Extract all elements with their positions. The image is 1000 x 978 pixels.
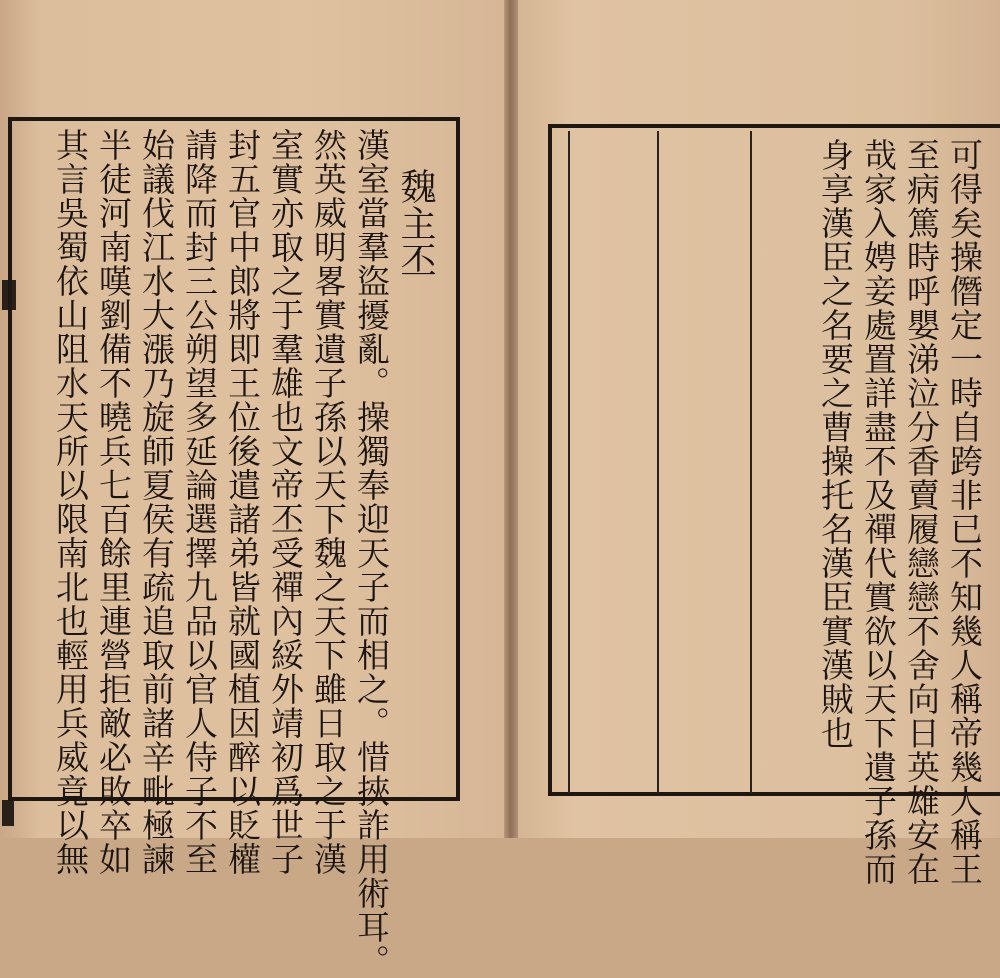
empty-column-rule bbox=[657, 131, 659, 793]
book-gutter bbox=[504, 0, 518, 838]
empty-column-rule bbox=[750, 131, 752, 793]
text-column: 室實亦取之于羣雄也文帝丕受禪內綏外靖初爲世子 bbox=[266, 128, 305, 876]
text-column: 始議伐江水大漲乃旋師夏侯有疏追取前諸辛毗極諫 bbox=[137, 128, 176, 876]
text-column: 至病篤時呼嬰涕泣分香賣履戀戀不舍向日英雄安在 bbox=[902, 138, 941, 886]
text-column: 其言吳蜀依山阻水天所以限南北也輕用兵威竟以無 bbox=[51, 128, 90, 876]
page-edge-mark bbox=[2, 800, 14, 826]
text-column: 漢室當羣盜擾亂。操獨奉迎天子而相之。惜挾詐用術耳。 bbox=[352, 128, 391, 978]
chapter-heading: 魏主丕 bbox=[395, 168, 436, 279]
text-column: 封五官中郎將即王位後遣諸弟皆就國植因醉以貶權 bbox=[223, 128, 262, 876]
text-column: 請降而封三公朔望多延論選擇九品以官人侍子不至 bbox=[180, 128, 219, 876]
text-column: 身享漢臣之名要之曹操托名漢臣實漢賊也 bbox=[816, 138, 855, 750]
empty-column-rule bbox=[568, 131, 570, 793]
text-column: 半徒河南嘆劉備不曉兵七百餘里連營拒敵必敗卒如 bbox=[94, 128, 133, 876]
text-column: 哉家入娉妾處置詳盡不及禪代實欲以天下遺子孫而 bbox=[859, 138, 898, 886]
text-column: 可得矣操僭定一時自跨非已不知幾人稱帝幾人稱王 bbox=[945, 138, 984, 886]
text-column: 然英威明畧實遺子孫以天下魏之天下雖日取之于漢 bbox=[309, 128, 348, 876]
